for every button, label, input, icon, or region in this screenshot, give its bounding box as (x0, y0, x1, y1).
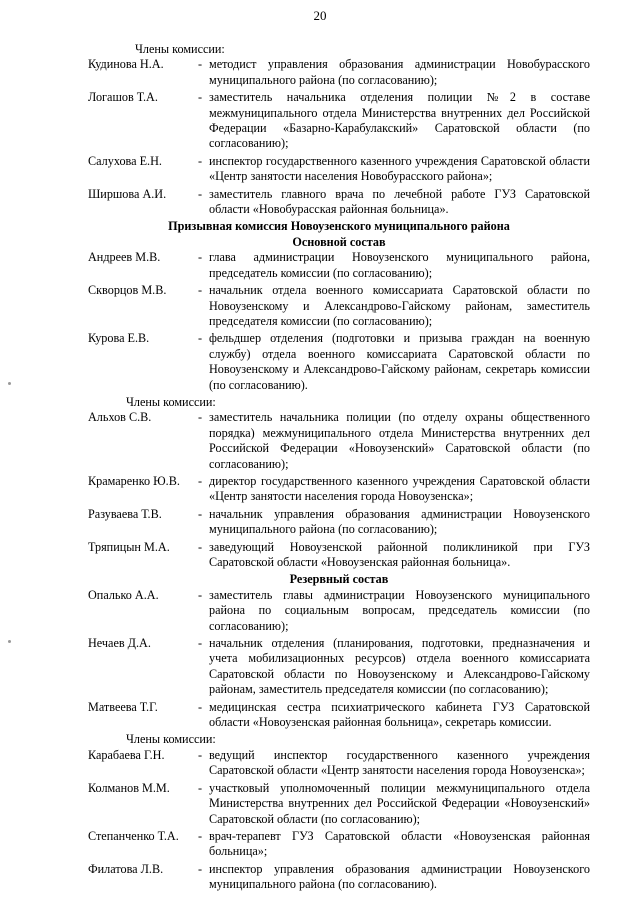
member-name: Разуваева Т.В. (88, 506, 162, 521)
entry-dash: - (197, 828, 203, 843)
page-number: 20 (313, 8, 327, 23)
entry-dash: - (197, 861, 203, 876)
member-description: заместитель начальника полиции (по отделу охраны общественного порядка) межмуниципального отдела Министерства внутренних дел Российской Федерации «Новоузенский» Саратовской области (по согласованию); (209, 410, 590, 471)
member-name: Крамаренко Ю.В. (88, 473, 180, 488)
members-label: Члены комиссии: (126, 732, 216, 747)
member-description: заместитель главы администрации Новоузенского муниципального района по социальным вопросам, председатель комиссии (по согласованию); (209, 587, 590, 633)
member-description: директор государственного казенного учреждения Саратовской области «Центр занятости населения города Новоузенска»; (209, 473, 590, 504)
member-description: заместитель главного врача по лечебной работе ГУЗ Саратовской области «Новобурасская районная больница». (209, 186, 590, 217)
section-heading: Призывная комиссия Новоузенского муниципального района (168, 219, 510, 234)
member-name: Кудинова Н.А. (88, 57, 164, 72)
entry-dash: - (197, 699, 203, 714)
member-description: ведущий инспектор государственного казенного учреждения Саратовской области «Центр занятости населения города Новоузенска»; (209, 747, 590, 778)
member-entry (88, 862, 590, 893)
document-body (88, 42, 590, 895)
member-description: начальник отдела военного комиссариата Саратовской области по Новоузенскому и Александрово-Гайскому районам, заместитель председателя комиссии (по согласованию); (209, 283, 590, 328)
member-name: Нечаев Д.А. (88, 636, 151, 651)
member-name: Колманов М.М. (88, 780, 170, 795)
member-name: Логашов Т.А. (88, 90, 158, 105)
member-description: инспектор государственного казенного учреждения Саратовской области «Центр занятости населения Новобурасского района»; (209, 153, 590, 184)
member-name: Степанченко Т.А. (88, 828, 179, 843)
member-entry (88, 474, 590, 505)
member-name: Карабаева Г.Н. (88, 747, 165, 762)
member-name: Тряпицын М.А. (88, 539, 170, 554)
members-label: Члены комиссии: (135, 42, 225, 56)
member-entry (88, 829, 590, 860)
member-name: Филатова Л.В. (88, 861, 164, 876)
member-entry (88, 588, 590, 634)
entry-dash: - (197, 506, 203, 521)
member-entry (88, 507, 590, 538)
entry-dash: - (197, 250, 203, 265)
member-entry (88, 331, 590, 393)
member-name: Курова Е.В. (88, 331, 150, 346)
member-entry (88, 636, 590, 698)
entry-dash: - (197, 186, 203, 201)
member-entry (88, 90, 590, 152)
entry-dash: - (197, 331, 203, 346)
member-name: Альхов С.В. (88, 410, 152, 425)
member-name: Ширшова А.И. (88, 186, 167, 201)
section-heading: Основной состав (292, 234, 386, 249)
member-entry (88, 250, 590, 281)
entry-dash: - (197, 747, 203, 762)
member-description: врач-терапевт ГУЗ Саратовской области «Новоузенская районная больница»; (209, 828, 590, 859)
member-name: Опалько А.А. (88, 587, 159, 602)
member-entry (88, 283, 590, 329)
entry-dash: - (197, 473, 203, 488)
entry-dash: - (197, 90, 203, 105)
member-name: Салухова Е.Н. (88, 153, 162, 168)
member-entry (88, 57, 590, 88)
member-description: медицинская сестра психиатрического кабинета ГУЗ Саратовской области «Новоузенская районная больница», секретарь комиссии. (209, 699, 590, 730)
member-name: Андреев М.В. (88, 250, 161, 265)
member-description: фельдшер отделения (подготовки и призыва граждан на военную службу) отдела военного комиссариата Саратовской области по Новоузенскому и Александрово-Гайскому районам, секретарь комиссии (по согласованию). (209, 331, 590, 392)
member-entry (88, 700, 590, 731)
entry-dash: - (197, 283, 203, 298)
entry-dash: - (197, 587, 203, 602)
entry-dash: - (197, 780, 203, 795)
member-description: методист управления образования администрации Новобурасского муниципального района (по согласованию); (209, 57, 590, 87)
member-entry (88, 748, 590, 779)
margin-mark (8, 382, 11, 385)
margin-mark (8, 640, 11, 643)
section-heading: Резервный состав (289, 572, 389, 587)
member-description: начальник отделения (планирования, подготовки, предназначения и учета мобилизационных ресурсов) отдела военного комиссариата Саратовской области по Новоузенскому и Александрово-Гайскому районам, заместитель председателя комиссии (по согласованию); (209, 636, 590, 697)
members-label: Члены комиссии: (126, 394, 216, 409)
member-description: глава администрации Новоузенского муниципального района, председатель комиссии (по согласованию); (209, 250, 590, 280)
entry-dash: - (197, 57, 203, 72)
entry-dash: - (197, 153, 203, 168)
entry-dash: - (197, 539, 203, 554)
member-description: участковый уполномоченный полиции межмуниципального отдела Министерства внутренних дел Российской Федерации «Новоузенский» Саратовской области (по согласованию); (209, 780, 590, 826)
entry-dash: - (197, 410, 203, 425)
member-entry (88, 410, 590, 472)
member-entry (88, 187, 590, 218)
member-description: заместитель начальника отделения полиции №2 в составе межмуниципального отдела Министерства внутренних дел Российской Федерации «Базарно-Карабулакский» Саратовской области (по согласованию); (209, 90, 590, 151)
member-name: Скворцов М.В. (88, 283, 167, 298)
member-entry (88, 154, 590, 185)
member-description: заведующий Новоузенской районной поликлиникой при ГУЗ Саратовской области «Новоузенская районная больница». (209, 539, 590, 569)
member-entry (88, 781, 590, 827)
member-description: начальник управления образования администрации Новоузенского муниципального района (по согласованию); (209, 506, 590, 537)
member-name: Матвеева Т.Г. (88, 699, 158, 714)
entry-dash: - (197, 636, 203, 651)
member-entry (88, 540, 590, 571)
member-description: инспектор управления образования администрации Новоузенского муниципального района (по согласованию). (209, 861, 590, 892)
